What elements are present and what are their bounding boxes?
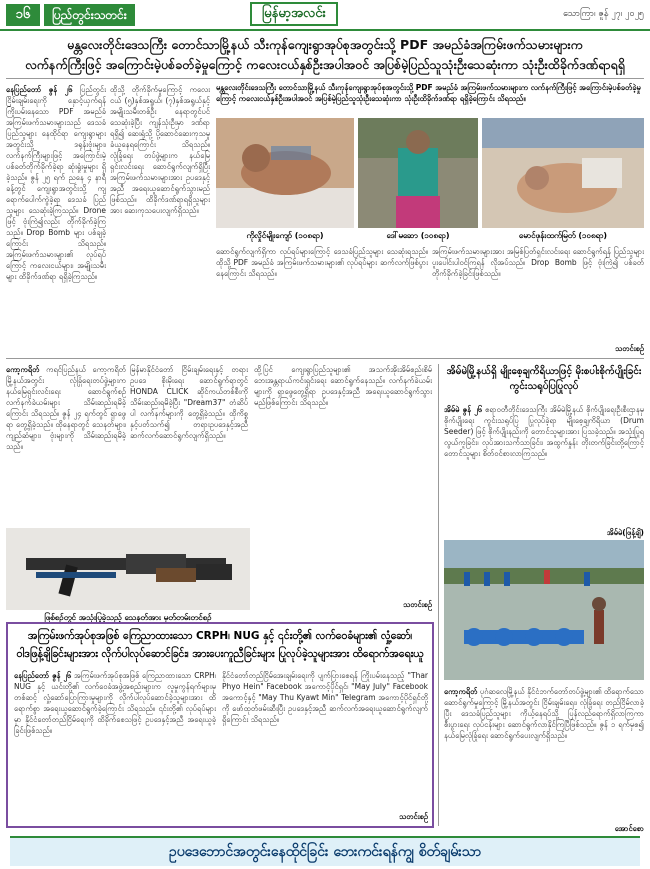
victim-photo-1 (216, 118, 354, 228)
main-story-col1 (6, 84, 106, 352)
main-story-byline: နေပြည်တော် ဇွန် ၂၆ (6, 85, 73, 94)
weapons-dateline: ကော့ကရိတ် (6, 365, 40, 374)
crph-byline: နေပြည်တော် ဇွန် ၂၆ (14, 671, 72, 680)
agri-credit: အိမ်မဲ(ဖြန့်ချိ) (606, 528, 644, 537)
victim-photo-3 (482, 118, 644, 228)
crph-story-box (6, 622, 434, 828)
header-rule (0, 29, 650, 31)
crph-text-right: နိုင်ငံတော်တည်ငြိမ်အေးချမ်းရေးကို ပျက်ပြားစေရန် ကြိုးပမ်းနေသည့် "Thar Phyo Hein" Facebook အကောင့်ပိုင်ရှင်၊ "May July" Facebook အကောင့်နှင့် "May Thu Kyawt Min" Telegram အကောင့်ပိုင်ရှင်တို့ကို ဖော်ထုတ်ဖမ်းဆီးပြီး ဥပဒေနှင့်အညီ ဆက်လက်အရေးယူဆောင်ရွက်လျက်ရှိကြောင်း သိရသည်။ (222, 671, 428, 724)
main-story-credit: သတင်းစဉ် (615, 344, 644, 353)
agri-text: ဧရာဝတီတိုင်းဒေသကြီး အိမ်မဲမြို့နယ် စိုက်ပျိုးရေးဦးစီးဌာနမှ စိုက်ပျိုးရေး ကွင်းသရုပ်ပြ ပြုလုပ်ခဲ့ရာ မျိုးစေ့ချကိရိယာ (Drum Seeder) ဖြင့် စိုက်ပျိုးနည်းကို တောင်သူများအား ပြသခဲ့သည်။ အသုံးပြုရလွယ်ကူခြင်း၊ လုပ်အားသက်သာခြင်း၊ အထွက်နှုန်း တိုးတက်ခြင်းတို့ကြောင့် တောင်သူများ စိတ်ဝင်စားလာကြသည်။ (444, 405, 644, 458)
crph-headline-line1: အကြမ်းဖက်အုပ်စုအဖြစ် ကြေညာထားသော CRPH၊ NUG နှင့် ၎င်းတို့၏ လက်ဝေခံများ၏ လှုံ့ဆော်၊ (27, 630, 413, 642)
main-story-col2: ထိုသို့ တိုက်ခိုက်မှုကြောင့် ကလေးငယ် (၅)နှစ်အရွယ်၊ (၇)နှစ်အရွယ်နှင့် အမျိုးသမီးတစ်ဦး နေရာတွင်ပင် သေဆုံးခဲ့ပြီး ကျန်သုံးဦးမှာ ဒဏ်ရာရရှိ၍ ဆေးရုံသို့ ပို့ဆောင်ဆေးကုသမှု ခံယူနေရကြောင်း သိရသည်။ လုံခြုံရေး တပ်ဖွဲ့များက နယ်မြေရှင်းလင်းရေး ဆောင်ရွက်လျက်ရှိပြီး အကြမ်းဖက်သမားများအား ဥပဒေနှင့်အညီ အရေးယူဆောင်ရွက်သွားမည်ဖြစ်သည်။ ထိခိုက်ဒဏ်ရာရရှိသူများအား ဆေးကုသပေးလျက်ရှိသည်။ (110, 85, 210, 215)
photo-caption-3: မောင်ဖုန်းထက်မြတ် (၁၀၈ရာ) (518, 231, 608, 240)
newspaper-name: မြန်မာ့အလင်း (250, 2, 338, 26)
agri-credit2: အောင်စော (614, 824, 644, 833)
agri-dateline2: ကော့ကရိတ် (444, 687, 478, 696)
crph-text-left-body: အကြမ်းဖက်အုပ်စုအဖြစ် ကြေညာထားသော CRPH၊ NUG နှင့် ယင်းတို့၏ လက်ဝေခံအဖွဲ့အစည်းများက လူမှုကွန်ရက်များမှ တစ်ဆင့် လှုံ့ဆော်ပြောကြားမှုများကို လိုက်ပါလုပ်ဆောင်ခဲ့သူများအား ထိရောက်စွာ အရေးယူဆောင်ရွက်ခဲ့ကြောင်း သိရသည်။ ၎င်းတို့၏ လုပ်ရပ်များမှာ နိုင်ငံတော်တည်ငြိမ်ရေးကို ထိခိုက်စေသဖြင့် ဥပဒေနှင့်အညီ အရေးယူခဲ့ခြင်းဖြစ်သည်။ (14, 671, 216, 735)
section-label: ပြည်တွင်းသတင်း (44, 4, 135, 26)
agri-text2: ပုဂံဆလေမြို့နယ် နိုင်ငံဘက်တော်တပ်ဖွဲ့များ၏ ထိရောက်သော ဆောင်ရွက်မှုကြောင့် မြို့နယ်အတွင်း ငြိမ်းချမ်းရေး၊ လုံခြုံရေး တည်ငြိမ်လာခဲ့ပြီး ဒေသခံပြည်သူများ ကိုယ့်နေရပ်သို့ ပြန်လည်ရောက်ရှိလာကြကာ စီးပွားရေး လုပ်ငန်းများ ဆောင်ရွက်လာနိုင်ကြပြီဖြစ်သည်။ ဇွန် ၁ ရက်မှစ၍ နယ်မြေလုံခြုံရေး ဆောင်ရွက်ပေးလျက်ရှိသည်။ (444, 687, 644, 740)
weapons-story-col2: မြန်မာနိုင်ငံတော် ငြိမ်းချမ်းရေးနှင့် တရားဥပဒေ စိုးမိုးရေး ဆောင်ရွက်ရာတွင် HONDA CLICK ဆိုင်ကယ်တစ်စီးကို သိမ်းဆည်းရမိခဲ့ပြီး "Dream37" တံဆိပ်ပါ လက်နက်များကို တွေ့ရှိခဲ့သည်။ ထိုကိစ္စနှင့်ပတ်သက်၍ တရားဥပဒေနှင့်အညီ ဆက်လက်ဆောင်ရွက်လျက်ရှိသည်။ (130, 365, 248, 440)
issue-date: သောကြာ၊ ဇူန် ၂၇၊ ၂၀၂၅ (563, 9, 644, 19)
photo-caption-1: ကိုလှိုင်မျိုးကျော် (၁၀၈ရာ) (246, 231, 324, 240)
headline-divider (6, 78, 644, 79)
weapons-story-col1 (6, 364, 126, 524)
agri-story-text (444, 404, 644, 526)
weapons-text-left: ကရင်ပြည်နယ် ကော့ကရိတ်မြို့နယ်အတွင်း လုံခြုံရေးတပ်ဖွဲ့များက နယ်မြေရှင်းလင်းရေး ဆောင်ရွက်စဉ် လက်နက်ခဲယမ်းများ သိမ်းဆည်းရမိခဲ့ကြောင်း သိရသည်။ ဇွန် ၂၄ ရက်တွင် ရှာဖွေရာ တွေ့ရှိခဲ့သည်။ ထိုနေရာတွင် သေနတ်များ၊ ကျည်ဆံများ၊ ဗုံးများကို သိမ်းဆည်းရမိခဲ့သည်။ (6, 365, 126, 451)
column-divider (438, 364, 439, 826)
agri-byline: အိမ်မဲ ဇွန် ၂၆ (444, 405, 483, 414)
crph-text-left (14, 670, 216, 820)
agri-headline: အိမ်မဲမြို့နယ်ရှိ မျိုးစေ့ချကိရိယာဖြင့် မိုးစပါးစိုက်ပျိုးခြင်း ကွင်းသရုပ်ပြပြုလုပ် (446, 366, 642, 392)
main-headline-line1: မန္တလေးတိုင်းဒေသကြီး တောင်သာမြို့နယ် သီးကုန်ကျေးရွာအုပ်စုအတွင်းသို့ PDF အမည်ခံအကြမ်းဖက်သမားများက (67, 37, 583, 52)
page-number: ၁၆ (6, 4, 40, 26)
footer-slogan: ဥပဒေဘောင်အတွင်းနေထိုင်ခြင်း ဘေးကင်းရန်ကျွ စိတ်ချမ်းသာ (10, 836, 640, 866)
weapon-photo (6, 528, 250, 610)
agri-story-text2 (444, 686, 644, 824)
crph-headline-line2: ဝါဒဖြန့်ချိခြင်းများအား လိုက်ပါလုပ်ဆောင်ခြင်း၊ အားပေးကူညီခြင်းများ ပြုလုပ်ခဲ့သူများအား ထိရောက်အရေးယူ (16, 648, 424, 660)
main-story-bottom-right: အကြမ်းဖက်သမားများအား အမြစ်ပြတ်ရှင်းလင်းရေး ဆောင်ရွက်ရန် ပြည်သူများ ပူးပေါင်းပါဝင်ကြရန် လိုအပ်သည်။ Drop Bomb ဖြင့် ဗုံးကြဲ၍ ပစ်ခတ်တိုက်ခိုက်ခဲ့ခြင်းဖြစ်သည်။ (432, 247, 644, 278)
crph-credit: သတင်းစဉ် (399, 812, 428, 821)
weapons-story-col3: ထို့ပြင် ကျေးရွာပြည်သူများ၏ အသက်အိုးအိမ်စည်းစိမ် ဘေးအန္တရာယ်ကင်းရှင်းရေး ဆောင်ရွက်နေသည်။ လက်နက်ခဲယမ်းများကို ရှာဖွေတွေ့ရှိရာ ဥပဒေနှင့်အညီ အရေးယူဆောင်ရွက်သွားမည်ဖြစ်ကြောင်း သိရသည်။ (254, 365, 432, 407)
photo-caption-2: ဒေါ်မဆော (၁၀၈ရာ) (386, 231, 450, 240)
section-divider (6, 358, 644, 359)
main-headline-line2: လက်နက်ကြီးဖြင့် အကြောင်းမဲ့ပစ်ခတ်ခဲ့မှုကြောင့် ကလေးငယ်နှစ်ဦးအပါအဝင် အပြစ်မဲ့ပြည်သူသုံးဦးသေဆုံးကာ သုံးဦးထိခိုက်ဒဏ်ရာရရှိ (25, 57, 625, 72)
page-header (0, 0, 650, 30)
victim-photo-2 (358, 118, 478, 228)
main-story-lead: မန္တလေးတိုင်းဒေသကြီး တောင်သာမြို့နယ် သီးကုန်ကျေးရွာအုပ်စုအတွင်းသို့ PDF အမည်ခံ အကြမ်းဖက်သမားများက လက်နက်ကြီးဖြင့် အကြောင်းမဲ့ပစ်ခတ်ခဲ့မှုကြောင့် ကလေးငယ်နှစ်ဦးအပါအဝင် အပြစ်မဲ့ပြည်သူသုံးဦးသေဆုံးကာ သုံးဦးထိခိုက်ဒဏ်ရာ ရရှိခဲ့ကြောင်း သိရသည်။ (216, 83, 641, 103)
main-story-bottom-left: ဆောင်ရွက်လျက်ရှိကာ လုပ်ရပ်များကြောင့် ဒေသခံပြည်သူများ သေဆုံးရသည်။ ထိုသို့ PDF အမည်ခံ အကြမ်းဖက်သမားများ၏ လုပ်ရပ်များ ဆက်လက်ဖြစ်ပွားနေကြောင်း သိရသည်။ (216, 247, 428, 278)
main-story-col1-text: ပြည်တွင်းငြိမ်းချမ်းရေးကို နှောင့်ယှက်ရန် ကြိုးပမ်းနေသော PDF အမည်ခံ အကြမ်းဖက်သမားများသည် ဒေသခံပြည်သူများ နေထိုင်ရာ ကျေးရွာများအတွင်းသို့ ဒရုန်းဗုံးများ၊ လက်နက်ကြီးများဖြင့် အကြောင်းမဲ့ ပစ်ခတ်တိုက်ခိုက်ခဲ့ရာ ဆုံးရှုံးမှုများ ရှိခဲ့သည်။ ဇွန် ၂၅ ရက် ညနေ ၄ နာရီခန့်တွင် ကျေးရွာအတွင်းသို့ ကျရောက်ပေါက်ကွဲခဲ့ရာ ဒေသခံ ပြည်သူများ သေဆုံးခဲ့ကြသည်။ Drone ဖြင့် ဗုံးကြဲ၍လည်း တိုက်ခိုက်ခဲ့ကြသည်။ Drop Bomb များ ပစ်ချခဲ့ကြောင်း သိရသည်။ အကြမ်းဖက်သမားများ၏ လုပ်ရပ်ကြောင့် ကလေးငယ်များ၊ အမျိုးသမီးများ ထိခိုက်ဒဏ်ရာ ရရှိခဲ့ကြသည်။ (6, 85, 106, 281)
agri-photo (444, 540, 644, 680)
weapon-photo-caption: ဖြစ်စဉ်တွင် အသုံးပြုခဲ့သည့် သေနတ်အား မှတ်တမ်းတင်စဉ် (44, 613, 212, 622)
weapons-credit: သတင်းစဉ် (403, 600, 432, 609)
